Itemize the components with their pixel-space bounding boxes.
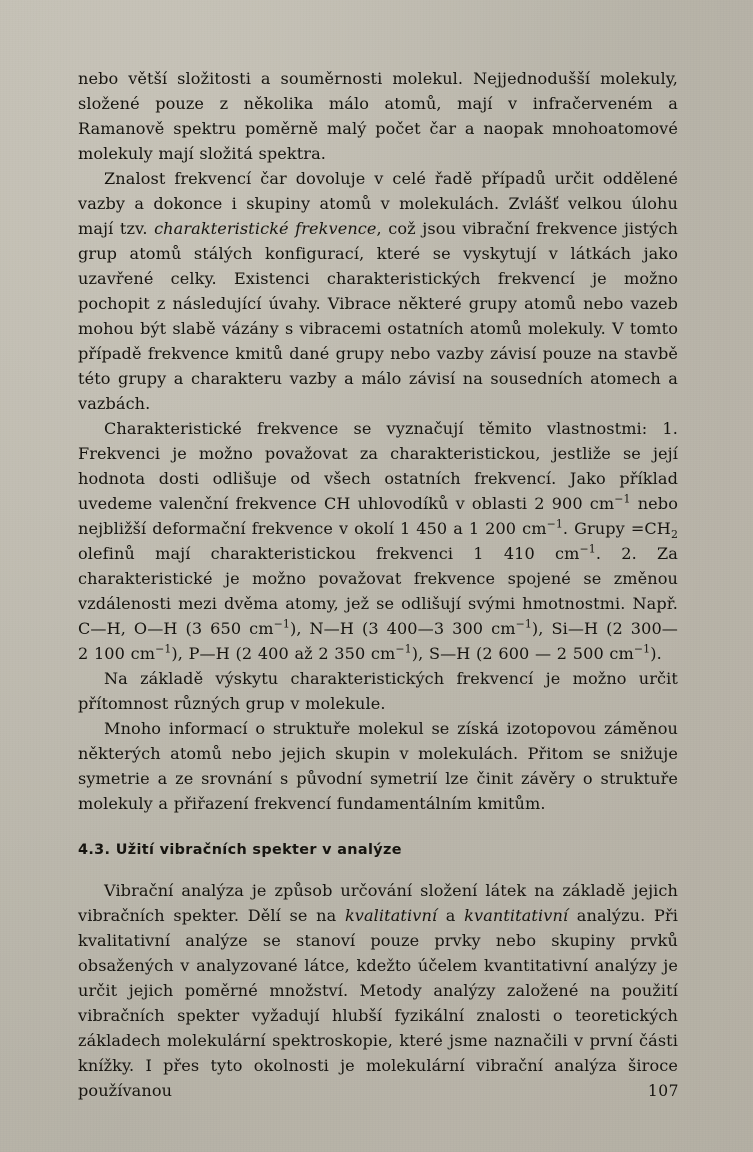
paragraph-1: nebo větší složitosti a souměrnosti molekul. Nejjednodušší molekuly, složené pouze z několika málo atomů, mají v infračerveném a Ramanově spektru poměrně malý počet čar a naopak mnohoatomové molekuly mají složitá spektra. (78, 69, 678, 163)
paragraph-2: Znalost frekvencí čar dovoluje v celé řadě případů určit oddělené vazby a dokonce i skupiny atomů v molekulách. Zvlášť velkou úlohu mají tzv. charakteristické frekvence, což jsou vibrační frekvence jistých grup atomů stálých konfigurací, které se vyskytují v látkách jako uzavřené celky. Existenci charakteristických frekvencí je možno pochopit z následující úvahy. Vibrace některé grupy atomů nebo vazeb mohou být slabě vázány s vibracemi ostatních atomů molekuly. V tomto případě frekvence kmitů dané grupy nebo vazby závisí pouze na stavbě této grupy a charakteru vazby a málo závisí na sousedních atomech a vazbách. (78, 169, 678, 413)
term-quantitative: kvantitativní (464, 906, 569, 925)
page-number: 107 (647, 1082, 679, 1100)
term-qualitative: kvalitativní (344, 906, 438, 925)
section-heading: 4.3. Užití vibračních spekter v analýze (78, 842, 402, 858)
paragraph-6: Vibrační analýza je způsob určování složení látek na základě jejich vibračních spekter. Dělí se na kvalitativní a kvantitativní analýzu. Při kvalitativní analýze se stanoví pouze prvky nebo skupiny prvků obsažených v analyzované látce, kdežto účelem kvantitativní analýzy je určit jejich poměrné množství. Metody analýzy založené na použití vibračních spekter vyžadují hlubší fyzikální znalosti o teoretických základech molekulární spektroskopie, které jsme naznačili v první části knížky. I přes tyto okolnosti je molekulární vibrační analýza široce používanou (78, 881, 678, 1100)
term-characteristic-frequencies: charakteristické frekvence (154, 219, 377, 238)
page-text-column (78, 66, 678, 1103)
paragraph-5: Mnoho informací o struktuře molekul se získá izotopovou záměnou některých atomů nebo jejich skupin v molekulách. Přitom se snižuje symetrie a ze srovnání s původní symetrií lze činit závěry o struktuře molekuly a přiřazení frekvencí fundamentálním kmitům. (78, 719, 678, 813)
paragraph-4: Na základě výskytu charakteristických frekvencí je možno určit přítomnost různých grup v molekule. (78, 669, 678, 713)
paragraph-3: Charakteristické frekvence se vyznačují těmito vlastnostmi: 1. Frekvenci je možno považovat za charakteristickou, jestliže se její hodnota dosti odlišuje od všech ostatních frekvencí. Jako příklad uvedeme valenční frekvence CH uhlovodíků v oblasti 2 900 $cm^{-1}$ nebo nejbližší deformační frekvence v okolí 1 450 a 1 200 $cm^{-1}$. Grupy $=CH_2$ olefinů mají charakteristickou frekvenci 1 410 $cm^{-1}$. 2. Za charakteristické je možno považovat frekvence spojené se změnou vzdálenosti mezi dvěma atomy, jež se odlišují svými hmotnostmi. Např. C—H, O—H (3 650 $cm^{-1}$), N—H (3 400—3 300 $cm^{-1}$), Si—H (2 300—2 100 $cm^{-1}$), P—H (2 400 až 2 350 $cm^{-1}$), S—H (2 600 — 2 500 $cm^{-1}$). (78, 419, 679, 663)
